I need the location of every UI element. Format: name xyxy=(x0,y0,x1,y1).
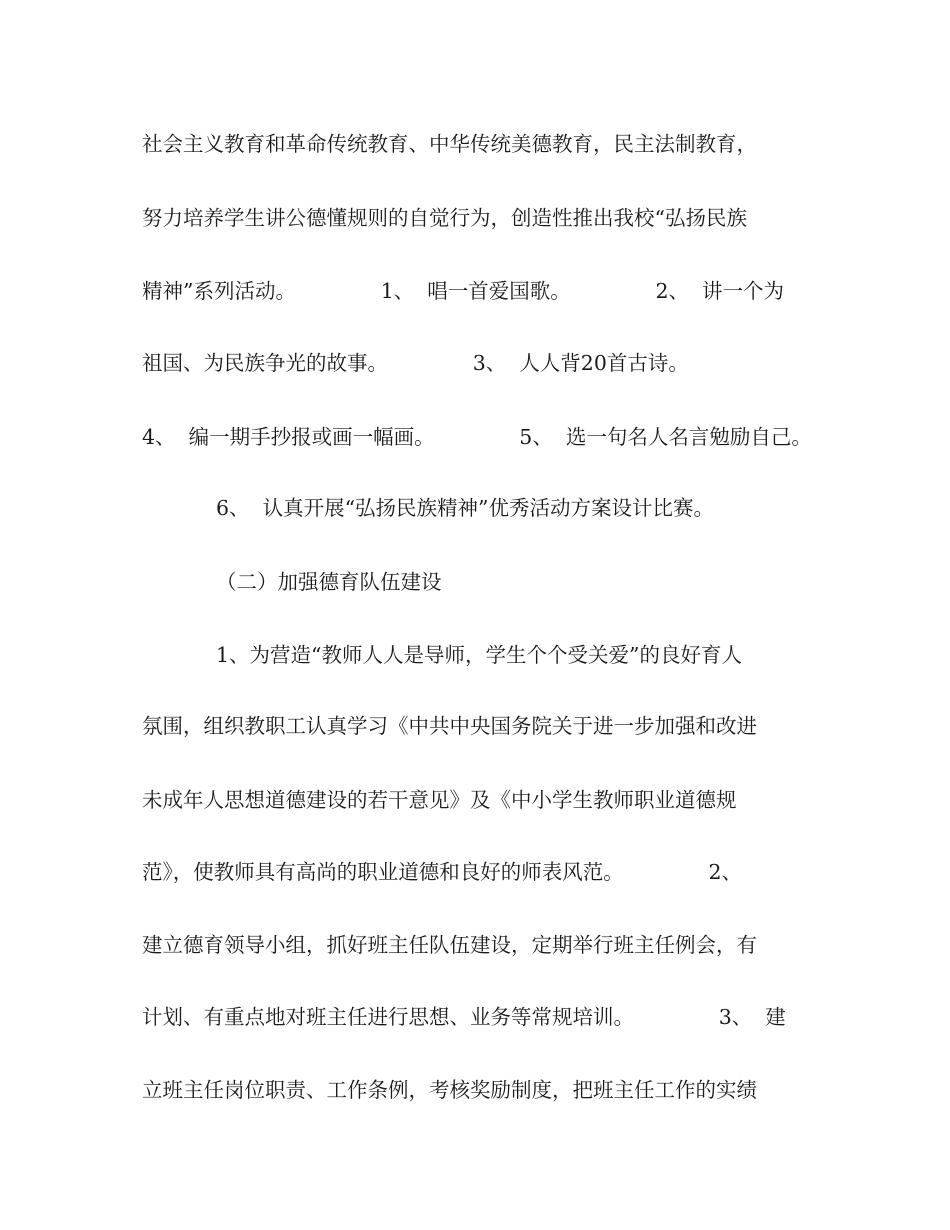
text-line: 祖国、为民族争光的故事。 3、 人人背20首古诗。 xyxy=(142,351,689,375)
text-line: 努力培养学生讲公德懂规则的自觉行为，创造性推出我校“弘扬民族 xyxy=(142,206,747,230)
text-line: 6、 认真开展“弘扬民族精神”优秀活动方案设计比赛。 xyxy=(216,496,715,520)
text-line: 立班主任岗位职责、工作条例，考核奖励制度，把班主任工作的实绩 xyxy=(142,1078,757,1102)
section-heading: （二）加强德育队伍建设 xyxy=(216,570,442,594)
text-line: 未成年人思想道德建设的若干意见》及《中小学生教师职业道德规 xyxy=(142,788,737,812)
text-line: 计划、有重点地对班主任进行思想、业务等常规培训。 3、 建 xyxy=(142,1005,786,1029)
text-line: 建立德育领导小组，抓好班主任队伍建设，定期举行班主任例会，有 xyxy=(142,933,757,957)
text-line: 氛围，组织教职工认真学习《中共中央国务院关于进一步加强和改进 xyxy=(142,714,757,738)
text-line: 社会主义教育和革命传统教育、中华传统美德教育，民主法制教育， xyxy=(142,132,757,156)
text-line: 4、 编一期手抄报或画一幅画。 5、 选一句名人名言勉励自己。 xyxy=(142,425,812,449)
text-line: 精神”系列活动。 1、 唱一首爱国歌。 2、 讲一个为 xyxy=(142,279,785,303)
paragraph-first-line: 1、为营造“教师人人是导师，学生个个受关爱”的良好育人 xyxy=(216,643,743,667)
text-line: 范》，使教师具有高尚的职业道德和良好的师表风范。 2、 xyxy=(142,860,743,884)
